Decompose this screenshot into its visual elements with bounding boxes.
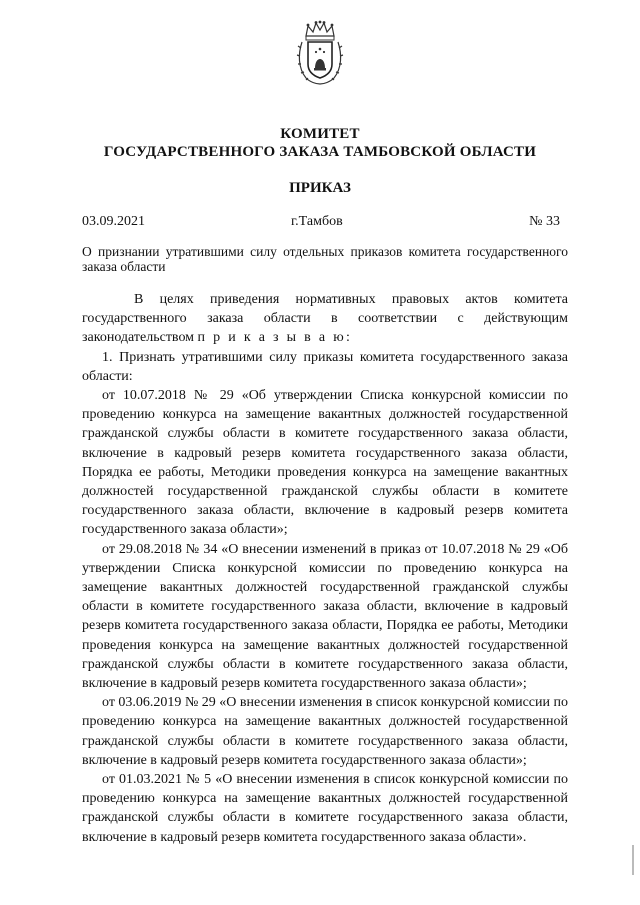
item-1-paragraph: 1. Признать утратившими силу приказы комитета государственного заказа области:	[82, 349, 568, 384]
scan-edge-mark	[632, 845, 634, 875]
coat-of-arms-icon	[296, 20, 344, 86]
repealed-order-4: от 01.03.2021 № 5 «О внесении изменения в список конкурсной комиссии по проведению конкурса на замещение вакантных должностей государственной гражданской службы области в комитете государственного заказа области, включение в кадровый резерв комитета государственного заказа области».	[82, 772, 568, 845]
document-type-title: ПРИКАЗ	[289, 180, 351, 196]
organization-name-line1: КОМИТЕТ	[280, 126, 360, 142]
document-body	[82, 290, 568, 847]
preamble-paragraph	[82, 290, 568, 348]
decree-word: п р и к а з ы в а ю:	[197, 330, 353, 346]
document-number: № 33	[529, 214, 560, 229]
repealed-order-1: от 10.07.2018 № 29 «Об утверждении Списка конкурсной комиссии по проведению конкурса на замещение вакантных должностей государственной гражданской службы области в комитете государственного заказа области, включение в кадровый резерв комитета государственного заказа области, Порядка ее работы, Методики проведения конкурса на замещение вакантных должностей государственной гражданской службы области в комитете государственного заказа области, включение в кадровый резерв комитета государственного заказа области»;	[82, 388, 568, 538]
organization-name-line2: ГОСУДАРСТВЕННОГО ЗАКАЗА ТАМБОВСКОЙ ОБЛАСТИ	[103, 144, 537, 160]
document-city: г.Тамбов	[291, 214, 343, 229]
document-date: 03.09.2021	[82, 214, 145, 229]
preamble-text: В целях приведения нормативных правовых актов комитета государственного заказа области в соответствии с действующим законодательством	[82, 292, 568, 346]
document-subject: О признании утратившими силу отдельных приказов комитета государственного заказа области	[82, 244, 568, 274]
repealed-order-3: от 03.06.2019 № 29 «О внесении изменения в список конкурсной комиссии по проведению конкурса на замещение вакантных должностей государственной гражданской службы области в комитете государственного заказа области, включение в кадровый резерв комитета государственного заказа области»;	[82, 695, 568, 768]
repealed-order-2: от 29.08.2018 № 34 «О внесении изменений в приказ от 10.07.2018 № 29 «Об утверждении Списка конкурсной комиссии по проведению конкурса на замещение вакантных должностей государственной гражданской службы области в комитете государственного заказа области, включение в кадровый резерв комитета государственного заказа области, Порядка ее работы, Методики проведения конкурса на замещение вакантных должностей государственной гражданской службы области в комитете государственного заказа области, включение в кадровый резерв комитета государственного заказа области»;	[82, 541, 568, 692]
